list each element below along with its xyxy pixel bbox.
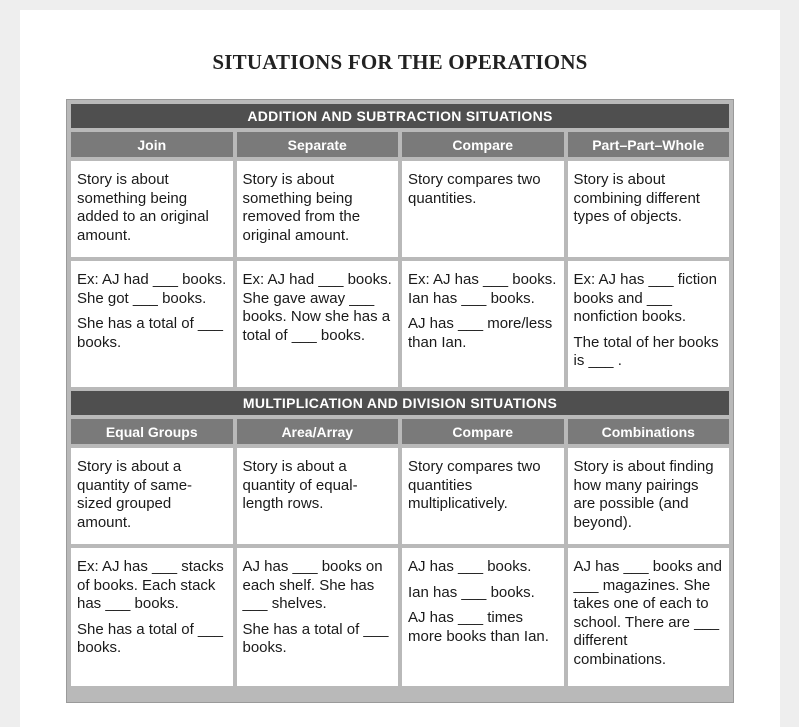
col-header-part-part-whole: Part–Part–Whole [568, 132, 730, 157]
example-text: Ex: AJ has ___ fiction books and ___ nonfiction books. [573, 271, 717, 325]
situations-table [66, 99, 734, 703]
col-header-area-array: Area/Array [237, 419, 399, 444]
multiplication-division-banner: MULTIPLICATION AND DIVISION SITUATIONS [71, 391, 729, 415]
example-text: AJ has ___ books. [408, 558, 532, 575]
page [20, 10, 780, 727]
description-text: Story is about a quantity of equal-length rows. [242, 458, 358, 512]
description-cell [402, 448, 564, 544]
example-cell [71, 261, 233, 387]
example-cell [402, 548, 564, 686]
example-cell [568, 261, 730, 387]
description-text: Story is about combining different types of objects. [573, 171, 700, 225]
example-cell [237, 548, 399, 686]
description-cell [402, 161, 564, 257]
col-header-join: Join [71, 132, 233, 157]
col-header-combinations: Combinations [568, 419, 730, 444]
description-text: Story is about finding how many pairings are possible (and beyond). [573, 458, 714, 531]
example-cell [237, 261, 399, 387]
example-text: Ex: AJ has ___ books. Ian has ___ books. [408, 271, 557, 307]
example-cell [71, 548, 233, 686]
example-text: AJ has ___ times more books than Ian. [408, 609, 549, 645]
description-cell [237, 161, 399, 257]
description-cell [71, 161, 233, 257]
description-text: Story is about a quantity of same-sized grouped amount. [77, 458, 193, 531]
col-header-equal-groups: Equal Groups [71, 419, 233, 444]
example-text: Ex: AJ had ___ books. She got ___ books. [77, 271, 227, 307]
example-text: Ex: AJ has ___ stacks of books. Each stack has ___ books. [77, 558, 224, 612]
example-text: She has a total of ___ books. [242, 620, 389, 656]
col-header-separate: Separate [237, 132, 399, 157]
description-cell [237, 448, 399, 544]
example-cell [568, 548, 730, 686]
col-header-compare: Compare [402, 419, 564, 444]
page-title: SITUATIONS FOR THE OPERATIONS [212, 50, 588, 74]
description-text: Story compares two quantities. [408, 171, 541, 207]
example-cell [402, 261, 564, 387]
description-cell [568, 448, 730, 544]
example-text: Ex: AJ had ___ books. She gave away ___ books. Now she has a total of ___ books. [242, 271, 392, 344]
description-text: Story is about something being removed from the original amount. [242, 171, 361, 244]
example-text: AJ has ___ books and ___ magazines. She takes one of each to school. There are ___ different combinations. [573, 558, 722, 668]
addition-subtraction-banner: ADDITION AND SUBTRACTION SITUATIONS [71, 104, 729, 128]
description-cell [568, 161, 730, 257]
example-text: She has a total of ___ books. [77, 620, 223, 656]
example-text: AJ has ___ books on each shelf. She has ___ shelves. [242, 558, 383, 612]
description-text: Story is about something being added to an original amount. [77, 171, 209, 244]
col-header-compare: Compare [402, 132, 564, 157]
description-text: Story compares two quantities multiplicatively. [408, 458, 541, 512]
example-text: The total of her books is ___ . [573, 333, 719, 369]
example-text: She has a total of ___ books. [77, 315, 223, 351]
example-text: Ian has ___ books. [408, 583, 535, 601]
description-cell [71, 448, 233, 544]
example-text: AJ has ___ more/less than Ian. [408, 315, 553, 351]
